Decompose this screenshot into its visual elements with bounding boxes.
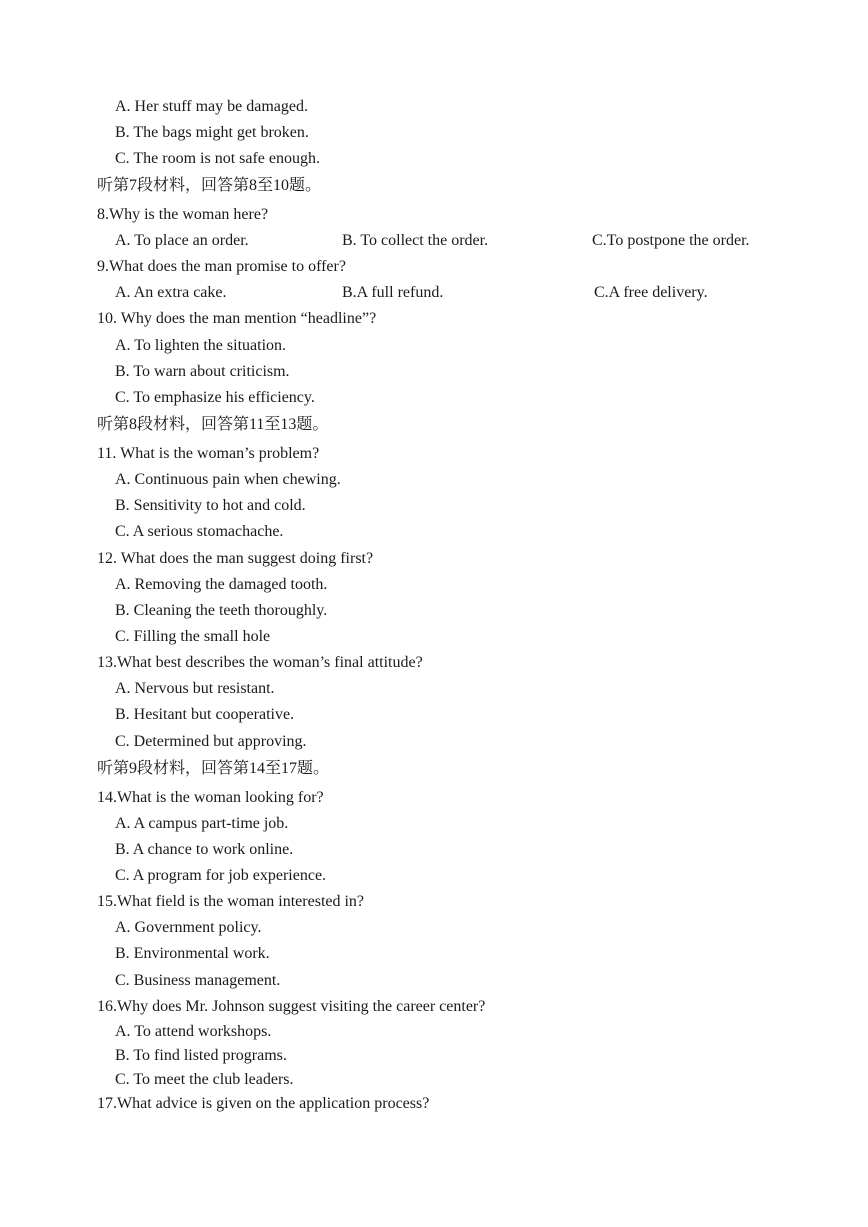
q13-option-a: A. Nervous but resistant.	[115, 680, 275, 697]
question-9: 9.What does the man promise to offer?	[97, 258, 346, 275]
q9-option-c: C.A free delivery.	[594, 284, 708, 301]
q16-option-c: C. To meet the club leaders.	[115, 1071, 294, 1088]
question-13: 13.What best describes the woman’s final attitude?	[97, 654, 423, 671]
q10-option-c: C. To emphasize his efficiency.	[115, 389, 315, 406]
q12-option-c: C. Filling the small hole	[115, 628, 271, 645]
q14-option-a: A. A campus part-time job.	[115, 815, 289, 832]
q12-option-b: B. Cleaning the teeth thoroughly.	[115, 602, 328, 619]
q11-option-a: A. Continuous pain when chewing.	[115, 471, 341, 488]
question-11: 11. What is the woman’s problem?	[97, 445, 320, 462]
q13-option-c: C. Determined but approving.	[115, 733, 307, 750]
option-a: A. Her stuff may be damaged.	[115, 98, 308, 115]
q14-option-c: C. A program for job experience.	[115, 867, 327, 884]
q15-option-b: B. Environmental work.	[115, 945, 270, 962]
q12-option-a: A. Removing the damaged tooth.	[115, 576, 328, 593]
q13-option-b: B. Hesitant but cooperative.	[115, 706, 295, 723]
q16-option-b: B. To find listed programs.	[115, 1047, 287, 1064]
q14-option-b: B. A chance to work online.	[115, 841, 294, 858]
q9-option-a: A. An extra cake.	[115, 284, 227, 301]
section-heading-7: 听第7段材料，回答第8至10题。	[97, 177, 322, 194]
q9-option-b: B.A full refund.	[342, 284, 444, 301]
q11-option-b: B. Sensitivity to hot and cold.	[115, 497, 306, 514]
q8-option-b: B. To collect the order.	[342, 232, 489, 249]
option-b: B. The bags might get broken.	[115, 124, 309, 141]
q15-option-a: A. Government policy.	[115, 919, 262, 936]
q8-option-c: C.To postpone the order.	[592, 232, 750, 249]
q11-option-c: C. A serious stomachache.	[115, 523, 284, 540]
question-17: 17.What advice is given on the application process?	[97, 1095, 430, 1112]
question-12: 12. What does the man suggest doing first?	[97, 550, 374, 567]
option-c: C. The room is not safe enough.	[115, 150, 321, 167]
section-heading-9: 听第9段材料，回答第14至17题。	[97, 760, 330, 777]
q16-option-a: A. To attend workshops.	[115, 1023, 272, 1040]
question-14: 14.What is the woman looking for?	[97, 789, 324, 806]
q10-option-b: B. To warn about criticism.	[115, 363, 290, 380]
q10-option-a: A. To lighten the situation.	[115, 337, 287, 354]
question-10: 10. Why does the man mention “headline”?	[97, 310, 377, 327]
question-16: 16.Why does Mr. Johnson suggest visiting the career center?	[97, 998, 486, 1015]
q8-option-a: A. To place an order.	[115, 232, 249, 249]
section-heading-8: 听第8段材料，回答第11至13题。	[97, 416, 329, 433]
question-15: 15.What field is the woman interested in?	[97, 893, 365, 910]
q15-option-c: C. Business management.	[115, 972, 281, 989]
question-8: 8.Why is the woman here?	[97, 206, 269, 223]
